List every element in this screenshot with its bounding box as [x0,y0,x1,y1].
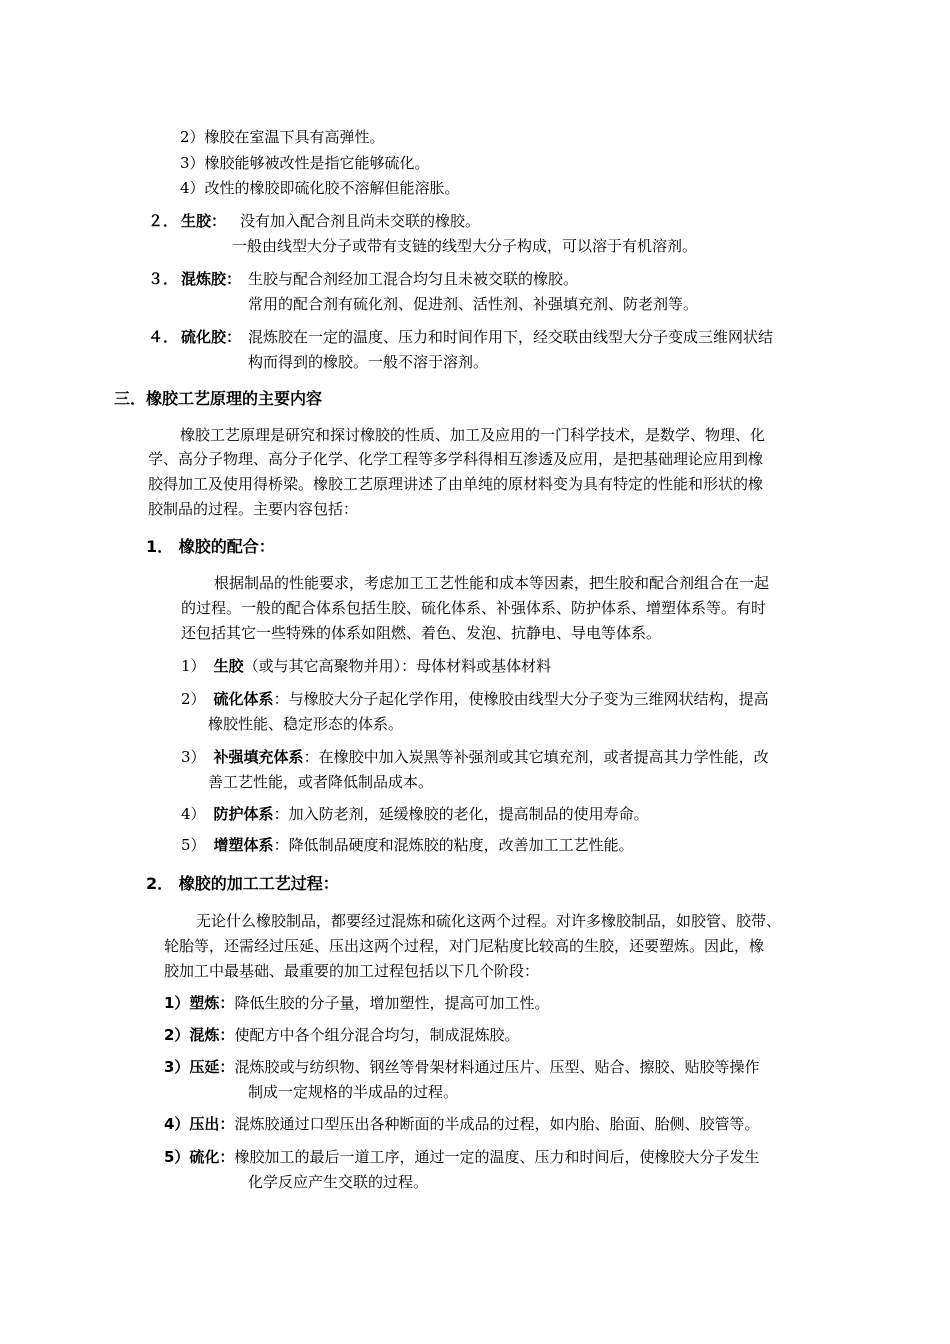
list-item [164,992,549,1014]
term-label: 混炼胶： [181,270,242,288]
term-definition: 没有加入配合剂且尚未交联的橡胶。 [240,212,481,230]
term-label: 硫化胶： [181,328,242,346]
paragraph-line: 无论什么橡胶制品，都要经过混炼和硫化这两个过程。对许多橡胶制品，如胶管、胶带、 [196,912,782,930]
paragraph-line: 胶加工中最基础、最重要的加工过程包括以下几个阶段： [164,962,540,980]
term-number: ４． [148,328,179,346]
list-item [164,1024,519,1046]
list-item [164,1146,759,1168]
list-item-cont: 善工艺性能，或者降低制品成本。 [208,773,434,791]
list-term: 2）混炼： [164,1026,235,1044]
list-item [181,655,551,677]
list-item [164,1056,759,1078]
paragraph-line: 胶得加工及使用得桥梁。橡胶工艺原理讲述了由单纯的原材料变为具有特定的性能和形状的橡 [148,475,764,493]
list-text: 橡胶加工的最后一道工序，通过一定的温度、压力和时间后，使橡胶大分子发生 [234,1148,760,1166]
paragraph-line: 橡胶工艺原理是研究和探讨橡胶的性质、加工及应用的一门科学技术，是数学、物理、化 [180,426,766,444]
list-number: 3） [181,748,206,766]
list-term: 增塑体系 [213,836,274,854]
term-definition: 混炼胶在一定的温度、压力和时间作用下，经交联由线型大分子变成三维网状结 [248,328,774,346]
paragraph-line: 还包括其它一些特殊的体系如阻燃、着色、发泡、抗静电、导电等体系。 [181,624,662,642]
list-item [181,688,769,710]
list-text: （或与其它高聚物并用）：母体材料或基体材料 [243,657,552,675]
list-term: 1）塑炼： [164,994,235,1012]
subsection-heading: 1． 橡胶的配合： [146,537,275,556]
list-term: 硫化体系 [213,690,274,708]
list-number: 4） [181,805,206,823]
list-text: 混炼胶通过口型压出各种断面的半成品的过程，如内胎、胎面、胎侧、胶管等。 [234,1115,760,1133]
subsection-heading: 2． 橡胶的加工工艺过程： [146,874,339,893]
paragraph-line: 的过程。一般的配合体系包括生胶、硫化体系、补强体系、防护体系、增塑体系等。有时 [181,599,767,617]
paragraph-line: 根据制品的性能要求，考虑加工工艺性能和成本等因素，把生胶和配合剂组合在一起 [214,574,770,592]
term-label: 生胶： [181,212,227,230]
list-item-cont: 化学反应产生交联的过程。 [248,1173,429,1191]
list-item: 3）橡胶能够被改性是指它能够硫化。 [180,154,430,172]
paragraph-line: 学、高分子物理、高分子化学、化学工程等多学科得相互渗透及应用，是把基础理论应用到橡 [148,450,764,468]
list-text: 混炼胶或与纺织物、钢丝等骨架材料通过压片、压型、贴合、擦胶、贴胶等操作 [234,1058,760,1076]
list-item [164,1113,759,1135]
list-number: 5） [181,836,206,854]
list-item-cont: 制成一定规格的半成品的过程。 [248,1083,459,1101]
paragraph-line: 胶制品的过程。主要内容包括： [148,500,359,518]
list-item: 4）改性的橡胶即硫化胶不溶解但能溶胀。 [180,179,460,197]
list-text: 使配方中各个组分混合均匀，制成混炼胶。 [234,1026,520,1044]
list-item: 2）橡胶在室温下具有高弹性。 [180,128,385,146]
list-item [181,746,769,768]
list-item [181,803,649,825]
list-term: 3）压延： [164,1058,235,1076]
list-term: 生胶 [213,657,244,675]
list-text: ：与橡胶大分子起化学作用，使橡胶由线型大分子变为三维网状结构，提高 [273,690,769,708]
list-text: ：在橡胶中加入炭黑等补强剂或其它填充剂，或者提高其力学性能，改 [303,748,769,766]
term-number: ２． [148,212,179,230]
list-term: 5）硫化： [164,1148,235,1166]
list-term: 4）压出： [164,1115,235,1133]
section-heading: 三．橡胶工艺原理的主要内容 [114,389,323,408]
list-text: ：加入防老剂，延缓橡胶的老化，提高制品的使用寿命。 [273,805,649,823]
list-item [181,834,634,856]
list-text: ：降低制品硬度和混炼胶的粘度，改善加工工艺性能。 [273,836,634,854]
term-number: ３． [148,270,179,288]
term-definition-cont: 构而得到的橡胶。一般不溶于溶剂。 [248,353,489,371]
list-number: 1） [181,657,206,675]
list-term: 补强填充体系 [213,748,304,766]
term-definition-cont: 一般由线型大分子或带有支链的线型大分子构成，可以溶于有机溶剂。 [232,237,698,255]
list-number: 2） [181,690,206,708]
paragraph-line: 轮胎等，还需经过压延、压出这两个过程，对门尼粘度比较高的生胶，还要塑炼。因此，橡 [164,937,765,955]
list-term: 防护体系 [213,805,274,823]
list-item-cont: 橡胶性能、稳定形态的体系。 [208,715,404,733]
list-text: 降低生胶的分子量，增加塑性，提高可加工性。 [234,994,550,1012]
term-definition-cont: 常用的配合剂有硫化剂、促进剂、活性剂、补强填充剂、防老剂等。 [248,295,699,313]
term-definition: 生胶与配合剂经加工混合均匀且未被交联的橡胶。 [248,270,579,288]
